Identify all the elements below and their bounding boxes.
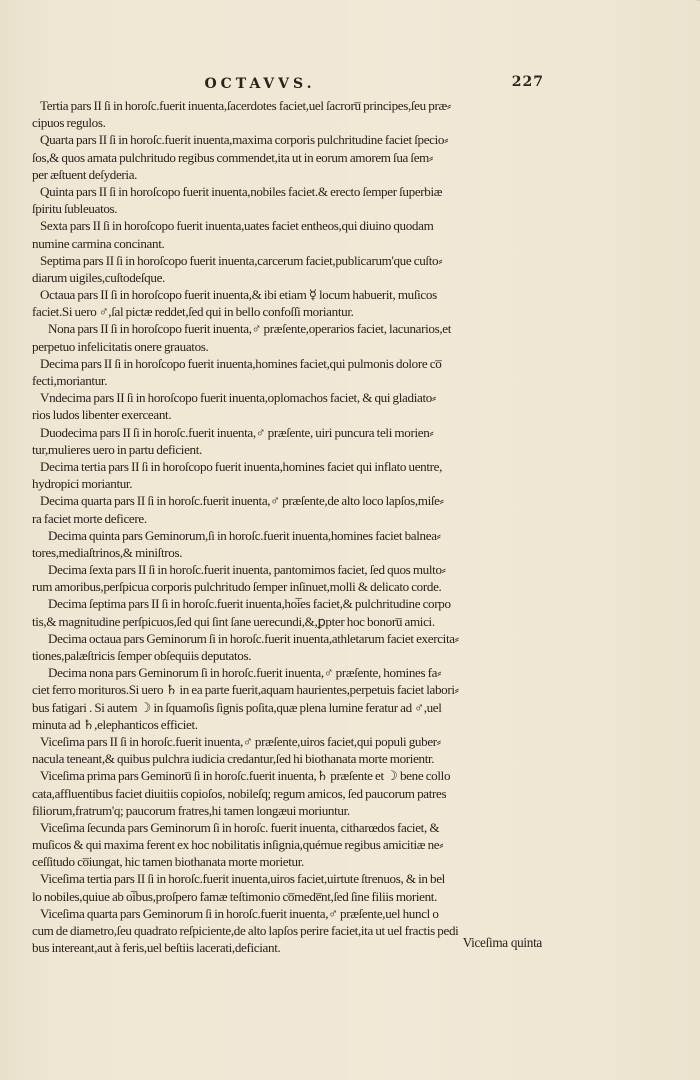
text-line: Duodecima pars II ſi in horoſc.fuerit inuenta,♂ præſente, uiri puncura teli morien⸗ bbox=[40, 424, 434, 440]
body-text bbox=[32, 97, 542, 956]
text-line: Decima pars II ſi in horoſcopo fuerit inuenta,homines faciet,qui pulmonis dolore co̅ bbox=[40, 355, 442, 371]
catchword: Viceſima quinta bbox=[462, 935, 542, 950]
text-line: diarum uigiles,cuſtodeſque. bbox=[32, 269, 165, 285]
text-line: Quinta pars II ſi in horoſcopo fuerit inuenta,nobiles faciet.& erecto ſemper ſuperbiæ bbox=[40, 183, 443, 199]
text-line: Viceſima ſecunda pars Geminorum ſi in horoſc. fuerit inuenta, citharœdos faciet, & bbox=[40, 819, 440, 835]
text-line: bus fatigari . Si autem ☽ in ſquamoſis ſignis poſita,quæ plena lumine feratur ad ♂,uel bbox=[32, 699, 442, 715]
running-head: OCTAVVS. bbox=[204, 76, 316, 92]
text-line: numine carmina concinant. bbox=[32, 235, 165, 251]
page-corner-fold bbox=[638, 0, 700, 15]
text-line: bus intereant,aut à feris,uel beſtiis lacerati,deficiant. bbox=[32, 940, 281, 956]
text-line: fecti,moriantur. bbox=[32, 373, 108, 388]
text-line: Viceſima prima pars Geminoru̅ ſi in horoſc.fuerit inuenta,♄ præſente et ☽ bene collo bbox=[40, 768, 451, 784]
text-line: lo nobiles,quiue ab oi̅bus,proſpero famæ teſtimonio co̅mede̅nt,ſed ſine filiis morient. bbox=[32, 888, 438, 904]
text-line: Decima tertia pars II ſi in horoſcopo fuerit inuenta,homines faciet qui inflato uentre, bbox=[40, 458, 443, 474]
text-line: Septima pars II ſi in horoſcopo fuerit inuenta,carcerum faciet,publicarum'que cuſto⸗ bbox=[40, 252, 443, 268]
text-line: Viceſima tertia pars II ſi in horoſc.fuerit inuenta,uiros faciet,uirtute ſtrenuos, & in bel bbox=[40, 871, 445, 887]
text-line: cata,affluentibus faciet diuitiis copioſos, nobileſq; regum amicos, ſed paucorum patres bbox=[32, 785, 447, 801]
text-line: cum de diametro,ſeu quadrato reſpiciente,de alto lapſos perire faciet,ita ut uel fractis pedi bbox=[32, 923, 459, 938]
text-line: ceſſitudo co̅iungat, hic tamen biothanata morte morietur. bbox=[32, 854, 304, 870]
text-line: ciet ferro morituros.Si uero ♄ in ea parte fuerit,aquam haurientes,perpetuis faciet labori⸗ bbox=[32, 682, 459, 698]
text-line: faciet.Si uero ♂,ſal pictæ reddet,ſed qui in bello confoſſi moriantur. bbox=[32, 304, 354, 320]
text-line: nacula teneant,& quibus pulchra iudicia credantur,ſed hi biothanata morte morientr. bbox=[32, 751, 435, 767]
text-line: per æſtuent deſyderia. bbox=[32, 166, 138, 182]
text-line: tur,mulieres uero in partu deficient. bbox=[32, 441, 202, 457]
text-line: rios ludos libenter exerceant. bbox=[32, 407, 172, 423]
page-number: 227 bbox=[511, 74, 544, 90]
text-line: ſpiritu ſubleuatos. bbox=[32, 201, 118, 217]
text-line: Quarta pars II ſi in horoſc.fuerit inuenta,maxima corporis pulchritudine faciet ſpecio⸗ bbox=[40, 132, 449, 148]
text-line: ra faciet morte deficere. bbox=[32, 510, 147, 526]
text-line: tores,mediaſtrinos,& miniſtros. bbox=[32, 544, 183, 560]
text-line: ſos,& quos amata pulchritudo regibus commendet,ita ut in eorum amorem ſua ſem⸗ bbox=[32, 149, 434, 165]
text-line: cipuos regulos. bbox=[32, 115, 106, 131]
text-line: Octaua pars II ſi in horoſcopo fuerit inuenta,& ibi etiam ☿ locum habuerit, muſicos bbox=[40, 287, 437, 303]
text-line: Viceſima quarta pars Geminorum ſi in horoſc.fuerit inuenta,♂ præſente,uel huncl o bbox=[40, 905, 439, 921]
text-line: Decima ſexta pars II ſi in horoſc.fuerit inuenta, pantomimos faciet, ſed quos multo⸗ bbox=[48, 562, 446, 578]
text-line: Sexta pars II ſi in horoſcopo fuerit inuenta,uates faciet entheos,qui diuino quodam bbox=[40, 218, 434, 234]
text-line: Decima octaua pars Geminorum ſi in horoſc.fuerit inuenta,athletarum faciet exercita⸗ bbox=[48, 630, 459, 646]
text-line: muſicos & qui maxima ferent ex hoc nobilitatis inſignia,quémue regibus amicitiæ ne⸗ bbox=[32, 837, 444, 853]
text-line: filiorum,fratrum'q; paucorum fratres,hi tamen longæui moriuntur. bbox=[32, 802, 350, 818]
text-line: tiones,palæſtricis ſemper obſequiis deputatos. bbox=[32, 648, 252, 663]
text-line: Tertia pars II ſi in horoſc.fuerit inuenta,ſacerdotes faciet,uel ſacroru̅ principes,ſeu præ⸗ bbox=[40, 98, 451, 113]
text-line: minuta ad ♄,elephanticos efficiet. bbox=[32, 716, 198, 732]
text-line: Decima nona pars Geminorum ſi in horoſc.fuerit inuenta,♂ præſente, homines fa⸗ bbox=[48, 665, 442, 681]
text-line: tis,& magnitudine perſpicuos,ſed qui ſint ſane uerecundi,&,ꝑpter hoc bonoru̅ amici. bbox=[32, 613, 435, 629]
text-line: Decima quinta pars Geminorum,ſi in horoſc.fuerit inuenta,homines faciet balnea⸗ bbox=[48, 527, 441, 543]
text-line: hydropici moriantur. bbox=[32, 476, 133, 492]
text-line: Vndecima pars II ſi in horoſcopo fuerit inuenta,oplomachos faciet, & qui gladiato⸗ bbox=[40, 390, 436, 406]
text-line: Viceſima pars II ſi in horoſc.fuerit inuenta,♂ præſente,uiros faciet,qui populi guber⸗ bbox=[40, 733, 441, 749]
text-line: rum amoribus,perſpicua corporis pulchritudo ſemper inſinuet,molli & delicato corde. bbox=[32, 579, 442, 595]
text-line: Decima ſeptima pars II ſi in horoſc.fuerit inuenta,hoi̅es faciet,& pulchritudine corpo bbox=[48, 596, 451, 612]
text-line: perpetuo infelicitatis onere grauatos. bbox=[32, 338, 209, 354]
text-line: Nona pars II ſi in horoſcopo fuerit inuenta,♂ præſente,operarios faciet, lacunarios,et bbox=[48, 321, 452, 337]
text-line: Decima quarta pars II ſi in horoſc.fuerit inuenta,♂ præſente,de alto loco lapſos,miſe⸗ bbox=[40, 493, 444, 509]
